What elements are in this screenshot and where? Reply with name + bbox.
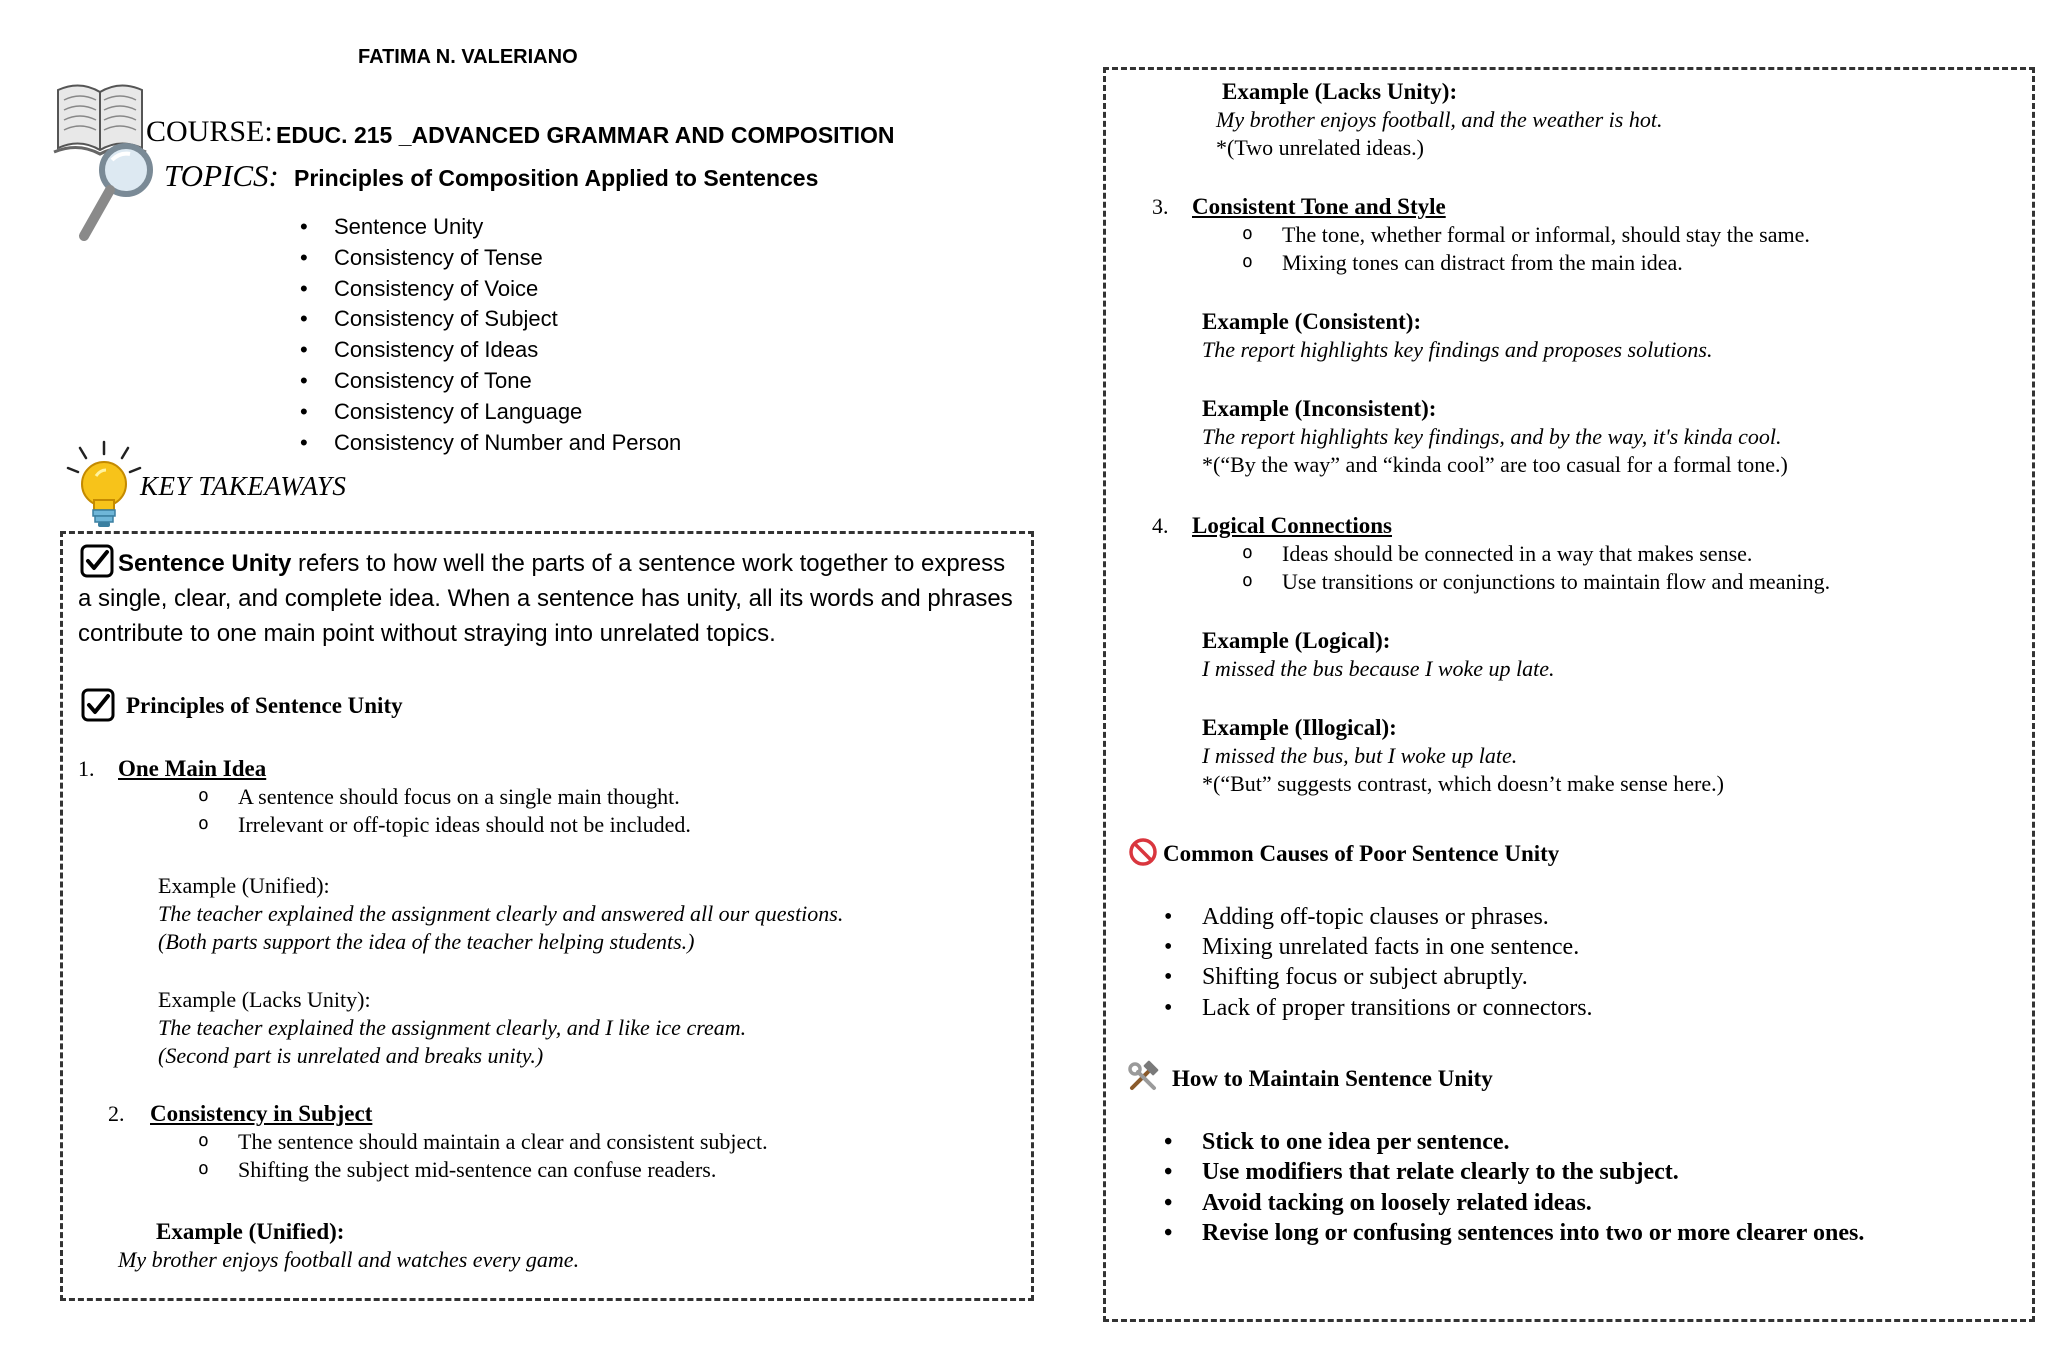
hammer-wrench-icon	[1126, 1060, 1160, 1094]
maintain-heading: How to Maintain Sentence Unity	[1172, 1066, 1493, 1091]
example-label: Example (Unified):	[156, 1219, 345, 1244]
intro-term: Sentence Unity	[118, 550, 292, 577]
list-item: • Lack of proper transitions or connectors.	[1202, 993, 1593, 1023]
intro-line-3: contribute to one main point without straying into unrelated topics.	[78, 620, 776, 647]
author-name: FATIMA N. VALERIANO	[358, 46, 578, 68]
principle-bullet: o Use transitions or conjunctions to maintain flow and meaning.	[1282, 568, 1830, 596]
principle-title: Consistency in Subject	[150, 1101, 373, 1126]
example-label: Example (Inconsistent):	[1202, 396, 1437, 421]
principle-title: Logical Connections	[1192, 513, 1392, 538]
principle-number: 4.	[1152, 513, 1169, 538]
list-item: • Mixing unrelated facts in one sentence.	[1202, 932, 1579, 962]
list-item: • Consistency of Number and Person	[334, 428, 681, 459]
checkbox-icon	[81, 688, 115, 722]
example-label: Example (Lacks Unity):	[1222, 79, 1458, 104]
magnifier-icon	[76, 140, 156, 245]
key-takeaways-title: KEY TAKEAWAYS	[140, 471, 347, 501]
intro-paragraph	[78, 546, 1028, 651]
course-label: COURSE:	[146, 115, 273, 148]
list-item: • Sentence Unity	[334, 212, 681, 243]
principle-title: Consistent Tone and Style	[1192, 194, 1446, 219]
principle-bullet: o Mixing tones can distract from the main idea.	[1282, 249, 1683, 277]
list-item: • Adding off-topic clauses or phrases.	[1202, 902, 1549, 932]
principle-number: 2.	[108, 1101, 125, 1126]
principle-title: One Main Idea	[118, 756, 267, 781]
example-text: I missed the bus, but I woke up late.	[1202, 743, 1518, 768]
principle-number: 3.	[1152, 194, 1169, 219]
principle-bullet: o Irrelevant or off-topic ideas should not be included.	[238, 811, 691, 839]
list-item: • Use modifiers that relate clearly to the subject.	[1202, 1157, 1679, 1187]
example-text: The teacher explained the assignment clearly and answered all our questions.	[158, 901, 844, 926]
example-label: Example (Lacks Unity):	[158, 987, 371, 1012]
list-item: • Consistency of Subject	[334, 304, 681, 335]
topics-label: TOPICS:	[164, 158, 279, 193]
list-item: • Revise long or confusing sentences into two or more clearer ones.	[1202, 1218, 1864, 1248]
list-item: • Consistency of Language	[334, 397, 681, 428]
example-note: *(“But” suggests contrast, which doesn’t make sense here.)	[1202, 771, 1724, 796]
example-label: Example (Illogical):	[1202, 715, 1397, 740]
intro-line-2: a single, clear, and complete idea. When a sentence has unity, all its words and phrases	[78, 585, 1013, 612]
list-item: • Consistency of Tone	[334, 366, 681, 397]
example-label: Example (Consistent):	[1202, 309, 1422, 334]
principles-heading: Principles of Sentence Unity	[126, 693, 403, 718]
example-note: *(Two unrelated ideas.)	[1216, 135, 1424, 160]
example-note: (Second part is unrelated and breaks unity.)	[158, 1043, 544, 1068]
example-text: I missed the bus because I woke up late.	[1202, 656, 1555, 681]
list-item: • Consistency of Ideas	[334, 335, 681, 366]
example-label: Example (Unified):	[158, 873, 330, 898]
example-text: The report highlights key findings and proposes solutions.	[1202, 337, 1713, 362]
principle-number: 1.	[78, 756, 95, 781]
example-text: The report highlights key findings, and by the way, it's kinda cool.	[1202, 424, 1782, 449]
light-bulb-icon	[60, 440, 150, 530]
example-note: (Both parts support the idea of the teacher helping students.)	[158, 929, 695, 954]
principle-bullet: o The sentence should maintain a clear and consistent subject.	[238, 1128, 768, 1156]
prohibited-icon	[1128, 837, 1158, 867]
intro-line-1: refers to how well the parts of a sentence work together to express	[291, 550, 1006, 577]
example-text: My brother enjoys football, and the weather is hot.	[1216, 107, 1663, 132]
principle-bullet: o The tone, whether formal or informal, should stay the same.	[1282, 221, 1810, 249]
list-item: • Consistency of Tense	[334, 243, 681, 274]
list-item: • Consistency of Voice	[334, 274, 681, 305]
example-note: *(“By the way” and “kinda cool” are too casual for a formal tone.)	[1202, 452, 1788, 477]
example-text: The teacher explained the assignment clearly, and I like ice cream.	[158, 1015, 747, 1040]
principle-bullet: o Ideas should be connected in a way that makes sense.	[1282, 540, 1752, 568]
topics-value: Principles of Composition Applied to Sentences	[294, 165, 819, 191]
list-item: • Stick to one idea per sentence.	[1202, 1127, 1510, 1157]
course-value: EDUC. 215 _ADVANCED GRAMMAR AND COMPOSITION	[276, 122, 895, 148]
topics-list	[334, 212, 681, 458]
principle-bullet: o A sentence should focus on a single main thought.	[238, 783, 680, 811]
causes-heading: Common Causes of Poor Sentence Unity	[1163, 841, 1560, 866]
example-text: My brother enjoys football and watches every game.	[118, 1247, 580, 1272]
list-item: • Shifting focus or subject abruptly.	[1202, 962, 1528, 992]
example-label: Example (Logical):	[1202, 628, 1391, 653]
list-item: • Avoid tacking on loosely related ideas.	[1202, 1188, 1592, 1218]
principle-bullet: o Shifting the subject mid-sentence can confuse readers.	[238, 1156, 716, 1184]
